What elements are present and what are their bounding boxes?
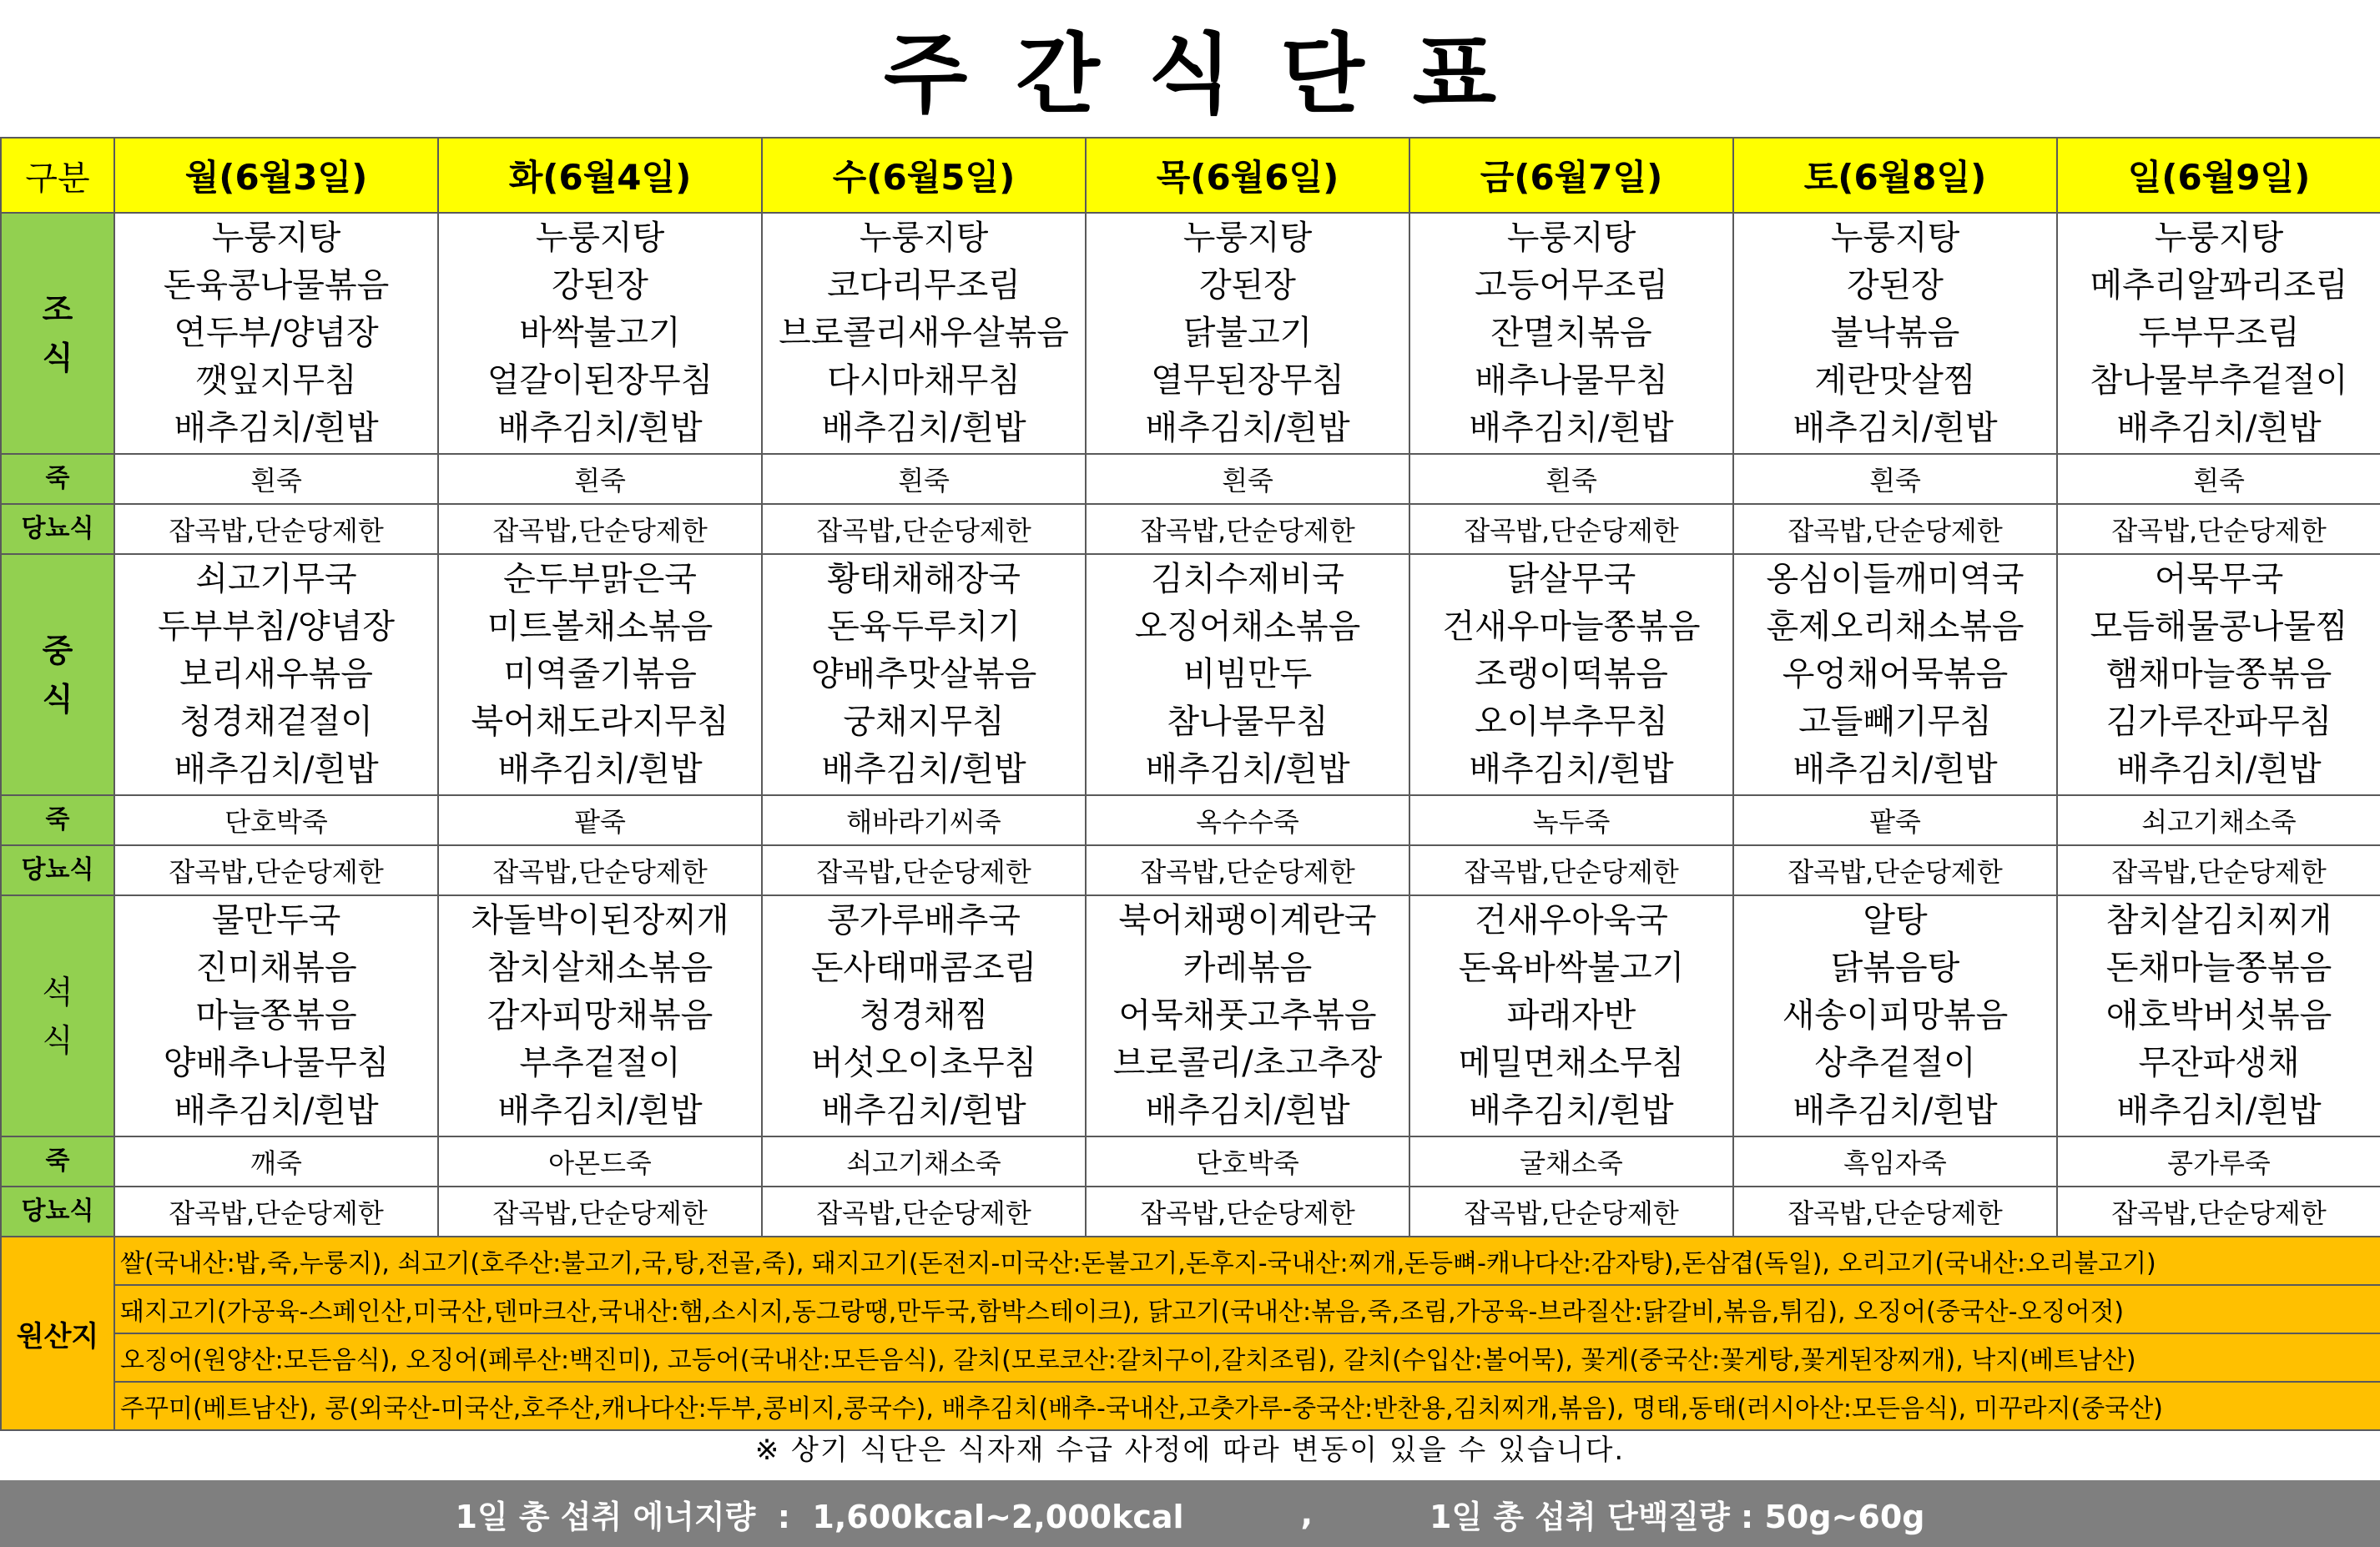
diabetic-cell: 잡곡밥,단순당제한	[438, 504, 762, 554]
dish-item: 배추김치/흰밥	[174, 750, 379, 789]
breakfast-menu-cell	[438, 213, 762, 454]
day-header: 목(6월6일)	[1086, 138, 1409, 213]
diabetic-cell: 잡곡밥,단순당제한	[762, 845, 1086, 895]
dish-item: 참치살김치찌개	[2105, 901, 2332, 940]
diabetic-cell: 잡곡밥,단순당제한	[114, 845, 438, 895]
juk-cell: 흰죽	[1733, 454, 2057, 504]
meal-label-char: 석	[42, 973, 73, 1010]
breakfast-label	[1, 213, 114, 454]
breakfast-menu-cell	[114, 213, 438, 454]
dish-item: 배추김치/흰밥	[1145, 1091, 1350, 1130]
dish-item: 쇠고기무국	[195, 560, 357, 598]
dish-item: 김치수제비국	[1151, 560, 1344, 598]
dish-item: 알탕	[1863, 901, 1928, 940]
dish-item: 물만두국	[211, 901, 341, 940]
diabetic-cell: 잡곡밥,단순당제한	[1409, 1187, 1733, 1237]
lunch-menu-cell	[2057, 554, 2380, 795]
juk-cell: 깨죽	[114, 1136, 438, 1187]
origin-label: 원산지	[1, 1237, 114, 1430]
juk-cell: 콩가루죽	[2057, 1136, 2380, 1187]
dish-item: 궁채지무침	[843, 703, 1005, 741]
dinner-menu-cell	[114, 895, 438, 1136]
diabetic-cell: 잡곡밥,단순당제한	[1409, 504, 1733, 554]
dish-item: 누룽지탕	[859, 219, 989, 257]
juk-cell: 팥죽	[1733, 795, 2057, 845]
dish-item: 누룽지탕	[1506, 219, 1636, 257]
header-row	[1, 138, 2380, 213]
protein-text: 1일 총 섭취 단백질량 : 50g~60g	[1430, 1498, 1925, 1535]
lunch-menu-cell	[1733, 554, 2057, 795]
day-header: 금(6월7일)	[1409, 138, 1733, 213]
dish-item: 배추김치/흰밥	[2116, 750, 2322, 789]
meal-label-char: 식	[42, 1021, 73, 1059]
page-title: 주간식단표	[883, 23, 1545, 125]
nutrition-footer	[0, 1480, 2380, 1547]
dish-item: 배추김치/흰밥	[821, 750, 1026, 789]
dish-item: 배추김치/흰밥	[497, 750, 703, 789]
dinner-row	[1, 895, 2380, 1136]
juk-cell: 아몬드죽	[438, 1136, 762, 1187]
lunch-menu-cell	[762, 554, 1086, 795]
day-header: 화(6월4일)	[438, 138, 762, 213]
dish-item: 배추김치/흰밥	[497, 1091, 703, 1130]
origin-row	[1, 1237, 2380, 1285]
diabetic-cell: 잡곡밥,단순당제한	[438, 845, 762, 895]
origin-row	[1, 1285, 2380, 1333]
dish-item: 배추김치/흰밥	[821, 409, 1026, 447]
dish-item: 고등어무조림	[1475, 266, 1668, 305]
dish-item: 순두부맑은국	[503, 560, 697, 598]
dish-item: 닭볶음탕	[1830, 949, 1960, 987]
diabetic-label: 당뇨식	[1, 1187, 114, 1237]
lunch-menu-cell	[438, 554, 762, 795]
juk-cell: 흰죽	[762, 454, 1086, 504]
dish-item: 보리새우볶음	[179, 655, 373, 693]
juk-label: 죽	[1, 454, 114, 504]
diabetic-label: 당뇨식	[1, 504, 114, 554]
dish-item: 건새우마늘쫑볶음	[1442, 607, 1701, 646]
juk-cell: 흰죽	[1409, 454, 1733, 504]
dish-item: 건새우아욱국	[1475, 901, 1668, 940]
diabetic-cell: 잡곡밥,단순당제한	[762, 504, 1086, 554]
dish-item: 강된장	[1847, 266, 1944, 305]
dish-item: 차돌박이된장찌개	[471, 901, 729, 940]
dish-item: 연두부/양념장	[174, 314, 379, 352]
dish-item: 모듬해물콩나물찜	[2090, 607, 2348, 646]
dish-item: 진미채볶음	[195, 949, 357, 987]
dish-item: 미트볼채소볶음	[487, 607, 713, 646]
footer-separator: ,	[1300, 1495, 1314, 1532]
dish-item: 버섯오이초무침	[810, 1044, 1037, 1082]
juk-cell: 흑임자죽	[1733, 1136, 2057, 1187]
dish-item: 브로콜리새우살볶음	[779, 314, 1069, 352]
dish-item: 배추김치/흰밥	[2116, 1091, 2322, 1130]
dish-item: 배추김치/흰밥	[497, 409, 703, 447]
juk-cell: 단호박죽	[1086, 1136, 1409, 1187]
dish-item: 브로콜리/초고추장	[1112, 1044, 1383, 1082]
diabetic-cell: 잡곡밥,단순당제한	[1733, 845, 2057, 895]
dish-item: 바싹불고기	[519, 314, 681, 352]
day-header: 일(6월9일)	[2057, 138, 2380, 213]
lunch-row	[1, 554, 2380, 795]
diabetic-cell: 잡곡밥,단순당제한	[2057, 845, 2380, 895]
dinner-menu-cell	[1409, 895, 1733, 1136]
breakfast-menu-cell	[1733, 213, 2057, 454]
dish-item: 옹심이들깨미역국	[1766, 560, 2025, 598]
dish-item: 돈육바싹불고기	[1458, 949, 1685, 987]
dish-item: 코다리무조림	[827, 266, 1021, 305]
diabetic-cell: 잡곡밥,단순당제한	[762, 1187, 1086, 1237]
dish-item: 돈채마늘쫑볶음	[2105, 949, 2332, 987]
dish-item: 조랭이떡볶음	[1475, 655, 1668, 693]
dish-item: 북어채도라지무침	[471, 703, 729, 741]
dish-item: 배추김치/흰밥	[174, 1091, 379, 1130]
dish-item: 비빔만두	[1182, 655, 1313, 693]
breakfast-menu-cell	[2057, 213, 2380, 454]
dish-item: 두부무조림	[2138, 314, 2300, 352]
dish-item: 배추김치/흰밥	[1793, 750, 1998, 789]
juk-cell: 단호박죽	[114, 795, 438, 845]
meal-label-char: 조	[42, 290, 73, 328]
diabetic-cell: 잡곡밥,단순당제한	[2057, 1187, 2380, 1237]
dish-item: 청경채겉절이	[179, 703, 373, 741]
meal-label-char: 식	[42, 680, 73, 718]
juk-cell: 옥수수죽	[1086, 795, 1409, 845]
breakfast-row	[1, 213, 2380, 454]
juk-cell: 굴채소죽	[1409, 1136, 1733, 1187]
diabetic-cell: 잡곡밥,단순당제한	[1086, 845, 1409, 895]
dish-item: 파래자반	[1506, 996, 1636, 1035]
breakfast-menu-cell	[1409, 213, 1733, 454]
dish-item: 어묵채풋고추볶음	[1118, 996, 1377, 1035]
dinner-menu-cell	[438, 895, 762, 1136]
meal-label-char: 식	[42, 339, 73, 376]
juk-label: 죽	[1, 795, 114, 845]
breakfast-juk-row	[1, 454, 2380, 504]
dish-item: 우엉채어묵볶음	[1782, 655, 2009, 693]
diabetic-label: 당뇨식	[1, 845, 114, 895]
juk-label: 죽	[1, 1136, 114, 1187]
dish-item: 어묵무국	[2154, 560, 2284, 598]
dish-item: 배추김치/흰밥	[2116, 409, 2322, 447]
dish-item: 배추나물무침	[1475, 361, 1668, 400]
dish-item: 얼갈이된장무침	[487, 361, 713, 400]
dinner-menu-cell	[762, 895, 1086, 1136]
dish-item: 계란맛살찜	[1814, 361, 1976, 400]
juk-cell: 녹두죽	[1409, 795, 1733, 845]
dish-item: 누룽지탕	[2154, 219, 2284, 257]
dish-item: 깻잎지무침	[195, 361, 357, 400]
origin-line: 주꾸미(베트남산), 콩(외국산-미국산,호주산,캐나다산:두부,콩비지,콩국수), 배추김치(배추-국내산,고춧가루-중국산:반찬용,김치찌개,볶음), 명태,동태(러시아산:모든음식), 미꾸라지(중국산)	[114, 1382, 2380, 1430]
dish-item: 북어채팽이계란국	[1118, 901, 1377, 940]
dish-item: 메밀면채소무침	[1458, 1044, 1685, 1082]
dish-item: 부추겉절이	[519, 1044, 681, 1082]
dish-item: 참치살채소볶음	[487, 949, 713, 987]
dinner-menu-cell	[1086, 895, 1409, 1136]
diabetic-cell: 잡곡밥,단순당제한	[1733, 1187, 2057, 1237]
dish-item: 닭살무국	[1506, 560, 1636, 598]
dish-item: 마늘쫑볶음	[195, 996, 357, 1035]
dish-item: 참나물부추겉절이	[2090, 361, 2348, 400]
day-header: 수(6월5일)	[762, 138, 1086, 213]
lunch-label	[1, 554, 114, 795]
diabetic-cell: 잡곡밥,단순당제한	[438, 1187, 762, 1237]
diabetic-cell: 잡곡밥,단순당제한	[1409, 845, 1733, 895]
dish-item: 두부부침/양념장	[158, 607, 395, 646]
diabetic-cell: 잡곡밥,단순당제한	[1086, 1187, 1409, 1237]
dish-item: 김가루잔파무침	[2105, 703, 2332, 741]
lunch-menu-cell	[1086, 554, 1409, 795]
dish-item: 청경채찜	[859, 996, 989, 1035]
dish-item: 배추김치/흰밥	[1145, 409, 1350, 447]
dish-item: 메추리알꽈리조림	[2090, 266, 2348, 305]
dish-item: 누룽지탕	[1182, 219, 1313, 257]
diabetic-cell: 잡곡밥,단순당제한	[2057, 504, 2380, 554]
dinner-menu-cell	[2057, 895, 2380, 1136]
juk-cell: 흰죽	[114, 454, 438, 504]
dish-item: 누룽지탕	[535, 219, 665, 257]
breakfast-menu-cell	[762, 213, 1086, 454]
juk-cell: 팥죽	[438, 795, 762, 845]
lunch-menu-cell	[114, 554, 438, 795]
dish-item: 콩가루배추국	[827, 901, 1021, 940]
dish-item: 배추김치/흰밥	[1469, 750, 1674, 789]
juk-cell: 쇠고기채소죽	[762, 1136, 1086, 1187]
dish-item: 불낙볶음	[1830, 314, 1960, 352]
dish-item: 황태채해장국	[827, 560, 1021, 598]
origin-line: 쌀(국내산:밥,죽,누룽지), 쇠고기(호주산:불고기,국,탕,전골,죽), 돼지고기(돈전지-미국산:돈불고기,돈후지-국내산:찌개,돈등뼈-캐나다산:감자탕),돈삼겹(독일), 오리고기(국내산:오리불고기)	[114, 1237, 2380, 1285]
dinner-juk-row	[1, 1136, 2380, 1187]
dish-item: 배추김치/흰밥	[821, 1091, 1026, 1130]
diabetic-cell: 잡곡밥,단순당제한	[114, 504, 438, 554]
day-header: 토(6월8일)	[1733, 138, 2057, 213]
dish-item: 참나물무침	[1167, 703, 1329, 741]
breakfast-diabetic-row	[1, 504, 2380, 554]
dish-item: 햄채마늘쫑볶음	[2105, 655, 2332, 693]
origin-row	[1, 1333, 2380, 1382]
dish-item: 배추김치/흰밥	[1793, 409, 1998, 447]
diabetic-cell: 잡곡밥,단순당제한	[114, 1187, 438, 1237]
dish-item: 훈제오리채소볶음	[1766, 607, 2025, 646]
dish-item: 상추겉절이	[1814, 1044, 1976, 1082]
dish-item: 강된장	[1199, 266, 1296, 305]
dinner-menu-cell	[1733, 895, 2057, 1136]
dish-item: 돈육콩나물볶음	[163, 266, 390, 305]
day-header: 월(6월3일)	[114, 138, 438, 213]
dish-item: 배추김치/흰밥	[174, 409, 379, 447]
menu-table	[0, 137, 2380, 1431]
dish-item: 무잔파생채	[2138, 1044, 2300, 1082]
juk-cell: 흰죽	[1086, 454, 1409, 504]
dish-item: 배추김치/흰밥	[1793, 1091, 1998, 1130]
juk-cell: 흰죽	[2057, 454, 2380, 504]
lunch-menu-cell	[1409, 554, 1733, 795]
notice-text: ※ 상기 식단은 식자재 수급 사정에 따라 변동이 있을 수 있습니다.	[754, 1433, 1626, 1467]
breakfast-menu-cell	[1086, 213, 1409, 454]
diabetic-cell: 잡곡밥,단순당제한	[1733, 504, 2057, 554]
dish-item: 잔멸치볶음	[1490, 314, 1652, 352]
dish-item: 닭불고기	[1182, 314, 1313, 352]
lunch-juk-row	[1, 795, 2380, 845]
dish-item: 양배추맛살볶음	[810, 655, 1037, 693]
dish-item: 돈사태매콤조림	[810, 949, 1037, 987]
diabetic-cell: 잡곡밥,단순당제한	[1086, 504, 1409, 554]
origin-line: 돼지고기(가공육-스페인산,미국산,덴마크산,국내산:햄,소시지,동그랑땡,만두국,함박스테이크), 닭고기(국내산:볶음,죽,조림,가공육-브라질산:닭갈비,볶음,튀김), 오징어(중국산-오징어젓)	[114, 1285, 2380, 1333]
dish-item: 양배추나물무침	[163, 1044, 390, 1082]
dish-item: 애호박버섯볶음	[2105, 996, 2332, 1035]
dish-item: 미역줄기볶음	[503, 655, 697, 693]
dish-item: 누룽지탕	[1830, 219, 1960, 257]
juk-cell: 흰죽	[438, 454, 762, 504]
dish-item: 다시마채무침	[827, 361, 1021, 400]
dish-item: 배추김치/흰밥	[1469, 409, 1674, 447]
dish-item: 열무된장무침	[1151, 361, 1344, 400]
dish-item: 누룽지탕	[211, 219, 341, 257]
dish-item: 강된장	[552, 266, 648, 305]
dish-item: 카레볶음	[1182, 949, 1313, 987]
dish-item: 새송이피망볶음	[1782, 996, 2009, 1035]
dinner-label	[1, 895, 114, 1136]
origin-line: 오징어(원양산:모든음식), 오징어(페루산:백진미), 고등어(국내산:모든음식), 갈치(모로코산:갈치구이,갈치조림), 갈치(수입산:볼어묵), 꽃게(중국산:꽃게탕,꽃게된장찌개), 낙지(베트남산)	[114, 1333, 2380, 1382]
dish-item: 돈육두루치기	[827, 607, 1021, 646]
dish-item: 감자피망채볶음	[487, 996, 713, 1035]
dish-item: 오이부추무침	[1475, 703, 1668, 741]
juk-cell: 쇠고기채소죽	[2057, 795, 2380, 845]
juk-cell: 해바라기씨죽	[762, 795, 1086, 845]
dish-item: 배추김치/흰밥	[1145, 750, 1350, 789]
energy-text: 1일 총 섭취 에너지량 : 1,600kcal~2,000kcal	[455, 1498, 1184, 1535]
dish-item: 오징어채소볶음	[1134, 607, 1361, 646]
dish-item: 배추김치/흰밥	[1469, 1091, 1674, 1130]
dinner-diabetic-row	[1, 1187, 2380, 1237]
dish-item: 고들빼기무침	[1798, 703, 1992, 741]
category-header: 구분	[1, 138, 114, 213]
lunch-diabetic-row	[1, 845, 2380, 895]
meal-label-char: 중	[42, 632, 73, 669]
